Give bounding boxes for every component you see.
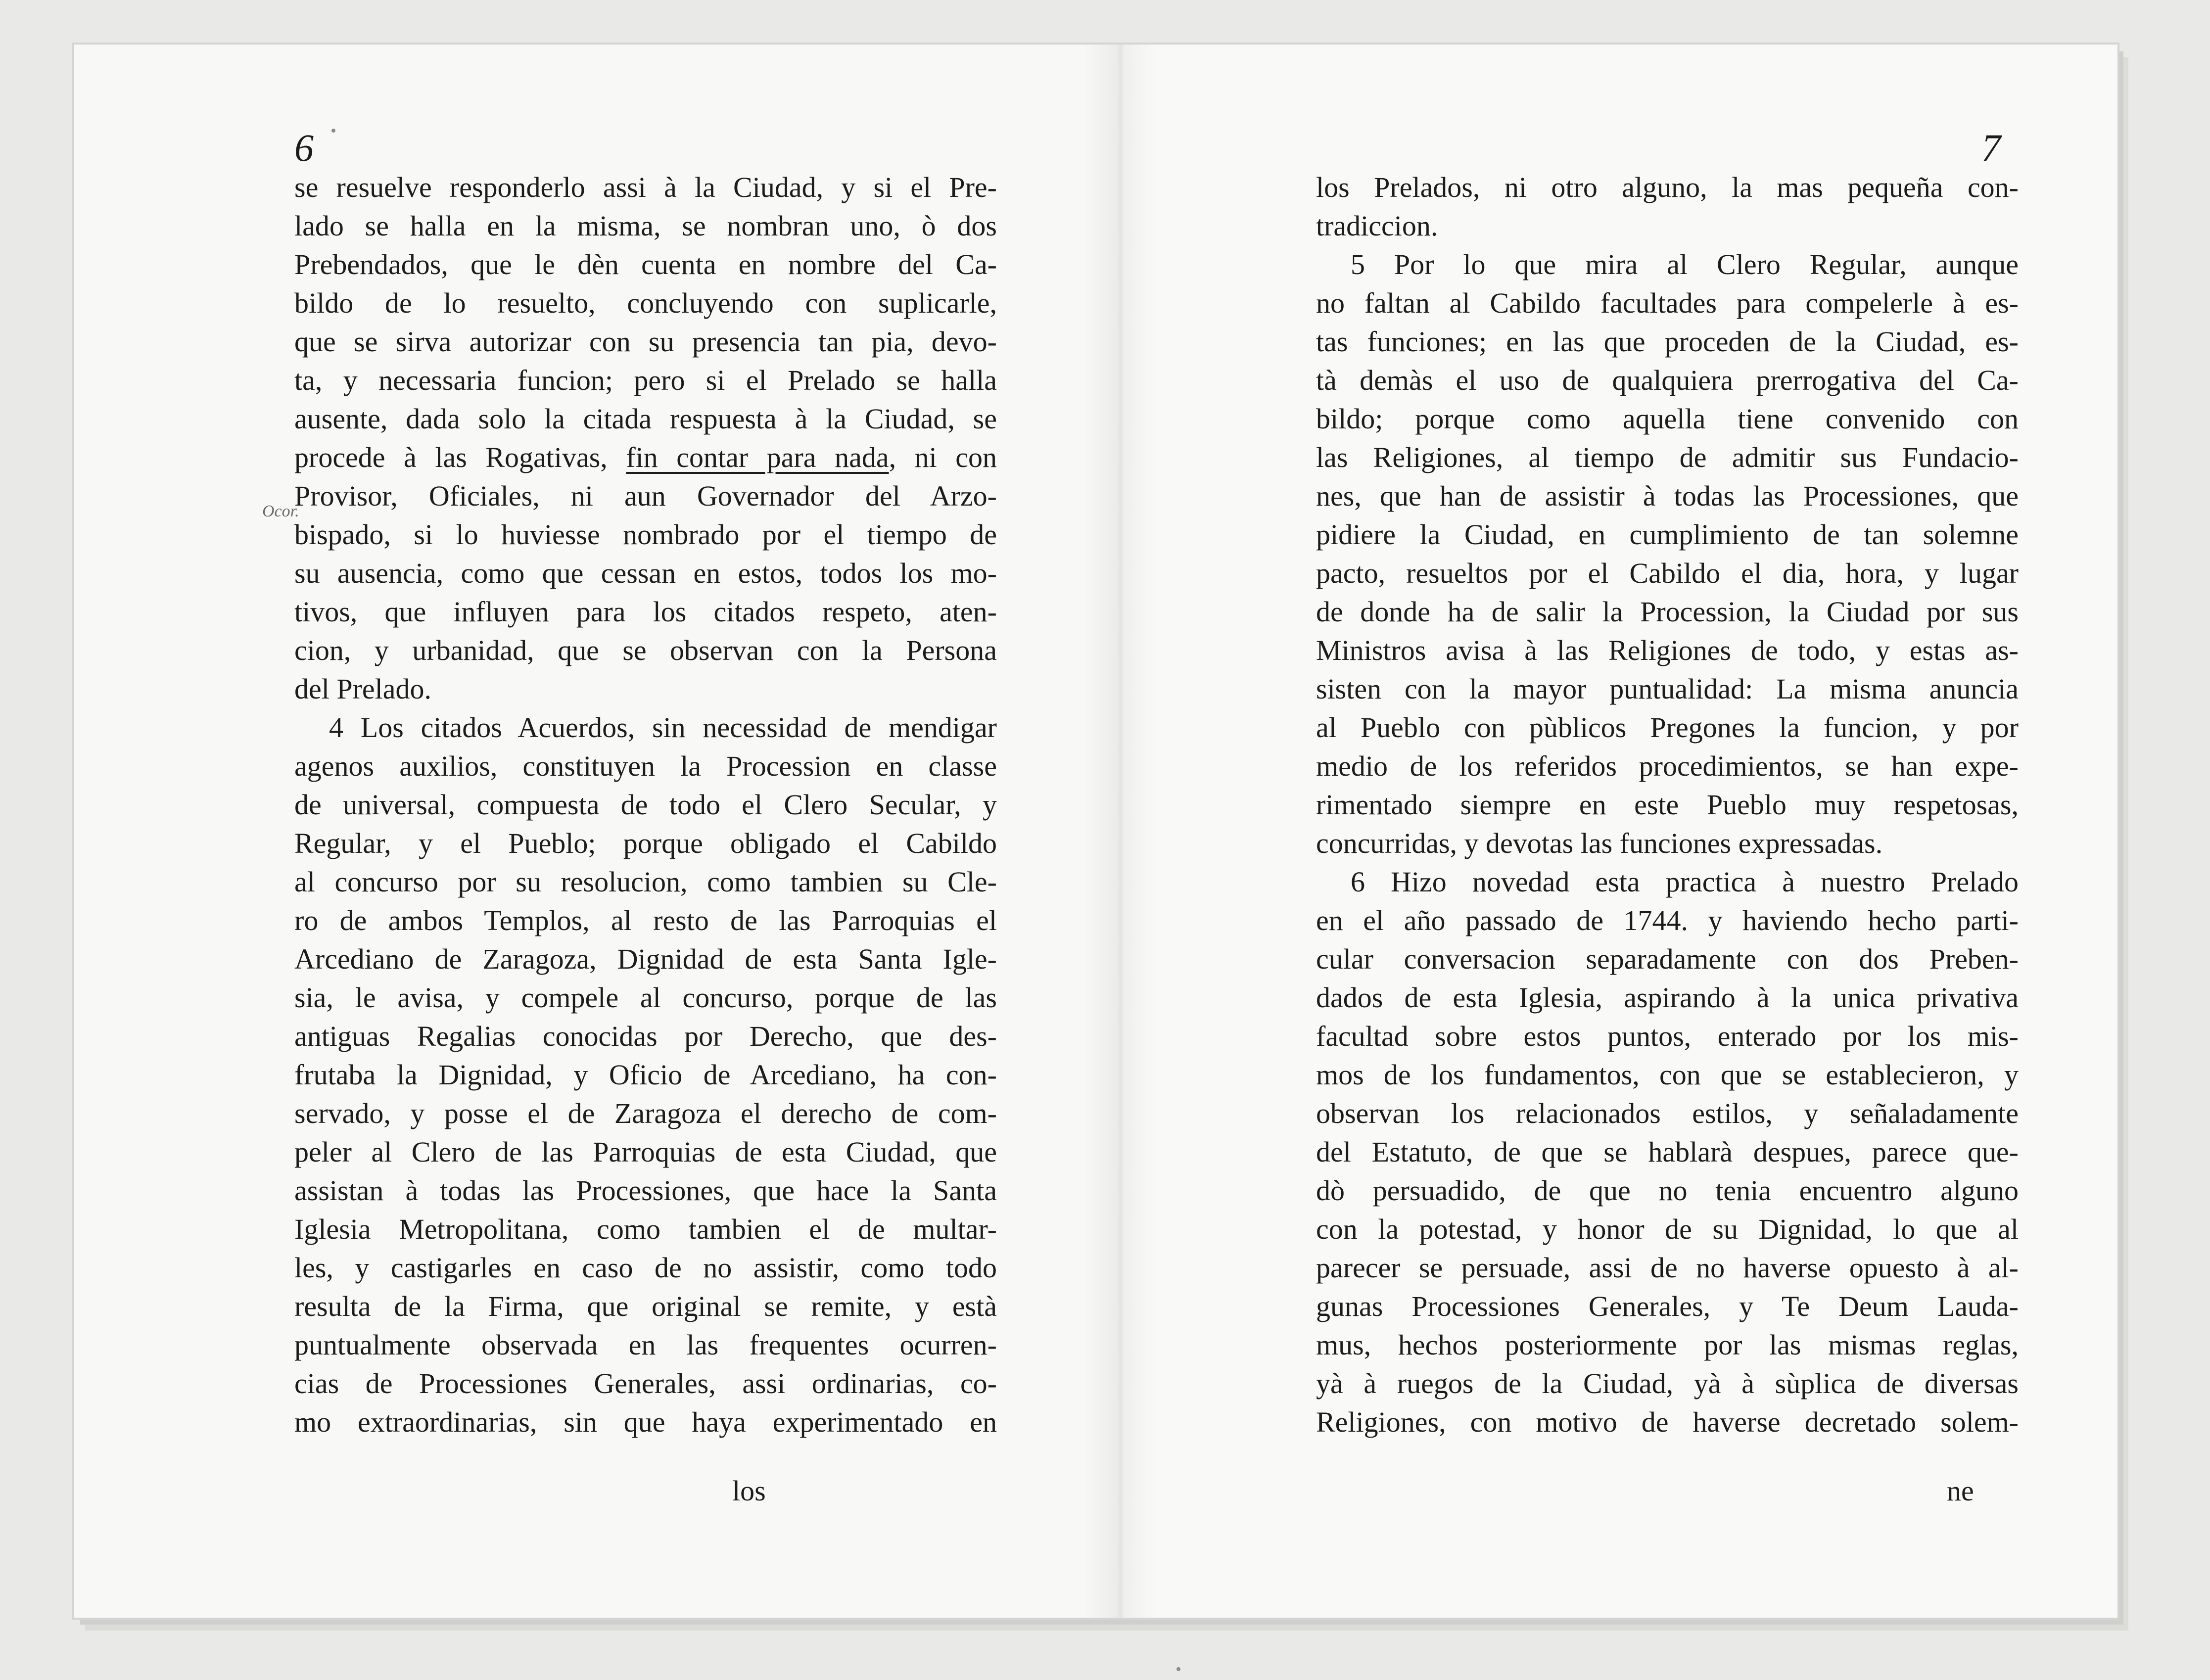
text-line: antiguas Regalias conocidas por Derecho, que des- [294, 1020, 997, 1052]
text-line: en el año passado de 1744. y haviendo hecho parti- [1316, 904, 2019, 936]
text-line: rimentado siempre en este Pueblo muy respetosas, [1316, 789, 2019, 821]
text-line: del Estatuto, de que se hablarà despues, parece que- [1316, 1136, 2019, 1168]
text-line: no faltan al Cabildo facultades para compelerle à es- [1316, 287, 2019, 319]
text-line: del Prelado. [294, 673, 432, 705]
text-line: mo extraordinarias, sin que haya experimentado en [294, 1406, 997, 1438]
text-line: frutaba la Dignidad, y Oficio de Arcediano, ha con- [294, 1059, 997, 1091]
text-line: les, y castigarles en caso de no assistir, como todo [294, 1252, 997, 1284]
text-line: Regular, y el Pueblo; porque obligado el Cabildo [294, 827, 997, 859]
text-line: 6 Hizo novedad esta practica à nuestro Prelado [1351, 866, 2019, 898]
text-line: ro de ambos Templos, al resto de las Parroquias el [294, 904, 997, 936]
right-page [1118, 45, 2117, 1618]
text-line: Provisor, Oficiales, ni aun Governador del Arzo- [294, 480, 997, 512]
text-line: facultad sobre estos puntos, enterado por los mis- [1316, 1020, 2019, 1052]
text-line: con la potestad, y honor de su Dignidad, lo que al [1316, 1213, 2019, 1245]
text-line: mos de los fundamentos, con que se establecieron, y [1316, 1059, 2019, 1091]
text-line: sisten con la mayor puntualidad: La misma anuncia [1316, 673, 2019, 705]
catchword-left: los [732, 1475, 766, 1507]
text-line: assistan à todas las Processiones, que hace la Santa [294, 1174, 997, 1207]
text-line: 4 Los citados Acuerdos, sin necessidad de mendigar [329, 711, 997, 744]
text-line: ausente, dada solo la citada respuesta à la Ciudad, se [294, 403, 997, 435]
text-line: Ministros avisa à las Religiones de todo, y estas as- [1316, 634, 2019, 666]
text-line: que se sirva autorizar con su presencia tan pia, devo- [294, 326, 997, 358]
text-line: tà demàs el uso de qualquiera prerrogativa del Ca- [1316, 364, 2019, 396]
text-line: yà à ruegos de la Ciudad, yà à sùplica de diversas [1316, 1367, 2019, 1400]
text-line: sia, le avisa, y compele al concurso, porque de las [294, 981, 997, 1014]
text-line: al concurso por su resolucion, como tambien su Cle- [294, 866, 997, 898]
text-line: medio de los referidos procedimientos, se han expe- [1316, 750, 2019, 782]
text-line: nes, que han de assistir à todas las Processiones, que [1316, 480, 2019, 512]
text-line: resulta de la Firma, que original se remite, y està [294, 1290, 997, 1322]
text-line: lado se halla en la misma, se nombran uno, ò dos [294, 210, 997, 242]
text-line: 5 Por lo que mira al Clero Regular, aunque [1351, 248, 2019, 280]
text-line: agenos auxilios, constituyen la Procession en classe [294, 750, 997, 782]
book-spread [74, 45, 2117, 1618]
text-line: bildo de lo resuelto, concluyendo con suplicarle, [294, 287, 997, 319]
text-line: ta, y necessaria funcion; pero si el Prelado se halla [294, 364, 997, 396]
text-line: bispado, si lo huviesse nombrado por el tiempo de [294, 518, 997, 551]
text-line: dò persuadido, de que no tenia encuentro alguno [1316, 1174, 2019, 1207]
page-number-right: 7 [1981, 126, 2001, 169]
text-line: se resuelve responderlo assi à la Ciudad, y si el Pre- [294, 171, 997, 203]
text-line: al Pueblo con pùblicos Pregones la funcion, y por [1316, 711, 2019, 744]
left-page-text [294, 168, 997, 1442]
text-line: Iglesia Metropolitana, como tambien el de multar- [294, 1213, 997, 1245]
text-line: cion, y urbanidad, que se observan con la Persona [294, 634, 997, 666]
text-line: pidiere la Ciudad, en cumplimiento de tan solemne [1316, 518, 2019, 551]
paper-speck [331, 129, 335, 133]
text-line: tas funciones; en las que proceden de la Ciudad, es- [1316, 326, 2019, 358]
text-line: dados de esta Iglesia, aspirando à la unica privativa [1316, 981, 2019, 1014]
text-line: las Religiones, al tiempo de admitir sus Fundacio- [1316, 441, 2019, 473]
page-number-left: 6 [294, 126, 314, 169]
text-line: de donde ha de salir la Procession, la Ciudad por sus [1316, 596, 2019, 628]
text-line: cular conversacion separadamente con dos Preben- [1316, 943, 2019, 975]
scanner-speck [1176, 1667, 1180, 1671]
text-line: pacto, resueltos por el Cabildo el dia, hora, y lugar [1316, 557, 2019, 589]
text-line: puntualmente observada en las frequentes ocurren- [294, 1329, 997, 1361]
text-line: Arcediano de Zaragoza, Dignidad de esta Santa Igle- [294, 943, 997, 975]
text-line: su ausencia, como que cessan en estos, todos los mo- [294, 557, 997, 589]
text-line: Prebendados, que le dèn cuenta en nombre del Ca- [294, 248, 997, 280]
text-line: bildo; porque como aquella tiene convenido con [1316, 403, 2019, 435]
text-line: gunas Processiones Generales, y Te Deum Lauda- [1316, 1290, 2019, 1322]
left-page [74, 45, 1120, 1618]
margin-annotation: Ocor. [262, 502, 299, 520]
catchword-right: ne [1947, 1475, 1974, 1507]
text-line: parecer se persuade, assi de no haverse opuesto à al- [1316, 1252, 2019, 1284]
text-line: peler al Clero de las Parroquias de esta Ciudad, que [294, 1136, 997, 1168]
text-line: servado, y posse el de Zaragoza el derecho de com- [294, 1097, 997, 1129]
right-page-text [1316, 168, 2019, 1442]
text-line: procede à las Rogativas, fin contar para nada, ni con [294, 441, 997, 473]
text-line: cias de Processiones Generales, assi ordinarias, co- [294, 1367, 997, 1400]
text-line: Religiones, con motivo de haverse decretado solem- [1316, 1406, 2019, 1438]
text-line: observan los relacionados estilos, y señaladamente [1316, 1097, 2019, 1129]
underlined-phrase: fin contar para nada [626, 441, 889, 473]
text-line: de universal, compuesta de todo el Clero Secular, y [294, 789, 997, 821]
text-line: mus, hechos posteriormente por las mismas reglas, [1316, 1329, 2019, 1361]
text-line: los Prelados, ni otro alguno, la mas pequeña con- [1316, 171, 2019, 203]
text-line: tradiccion. [1316, 210, 1438, 242]
text-line: concurridas, y devotas las funciones expressadas. [1316, 827, 1883, 859]
text-line: tivos, que influyen para los citados respeto, aten- [294, 596, 997, 628]
